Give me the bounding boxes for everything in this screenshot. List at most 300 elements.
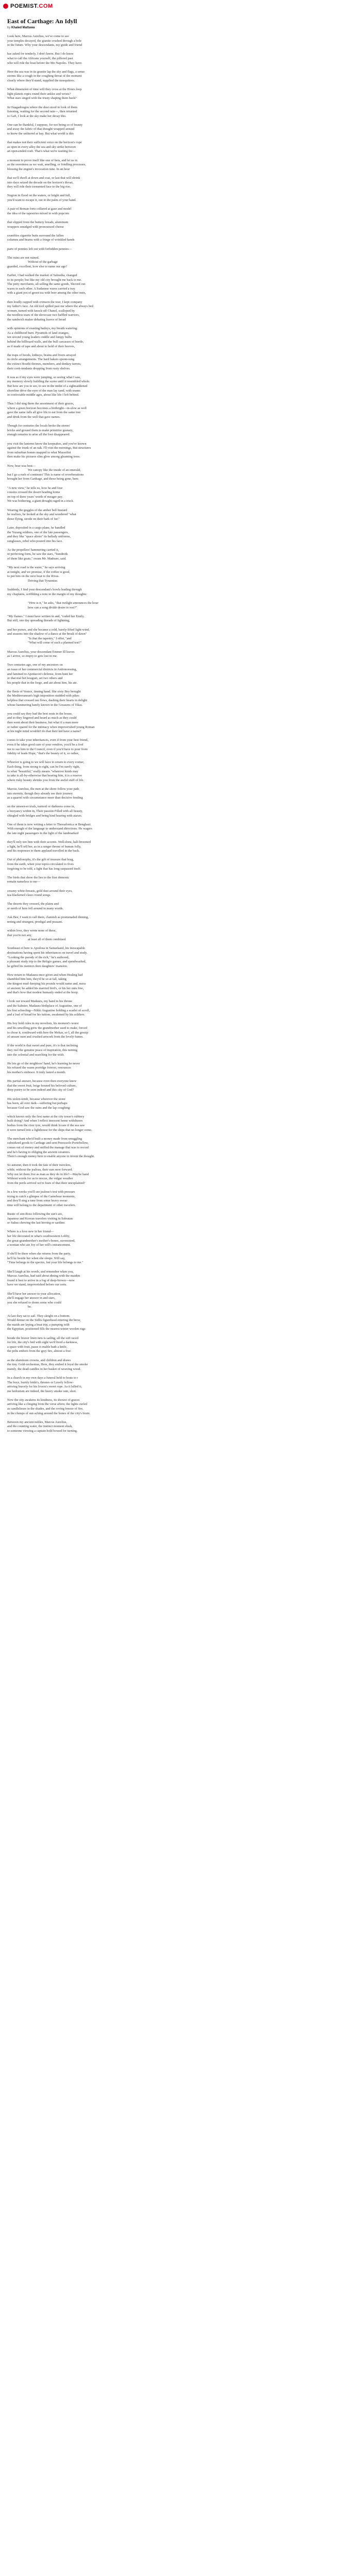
poem-line: In Ouagadougou where the dust stood in look of them [7, 105, 77, 109]
poem-line: "Time belongs to the species, but your life belongs to me." [7, 1261, 84, 1265]
poem-line: it were turned into a lighthouse for the ships that no longer come. [7, 1128, 92, 1132]
poem-line: and famined to Apotiacon's defense, from hunt her [7, 672, 73, 676]
poem-line: while, without the jealous, their ears now forward. [7, 1168, 73, 1172]
poem-line: his mother's embrace. It truly lasted a month. [7, 1070, 66, 1074]
poem-line: Suddenly, I find your descendant's bowls leading through [7, 588, 82, 592]
poem-line: they'll only tire him with their accents. Well-done, half-broomed [7, 840, 91, 844]
poem-line: ten second young leaders coddle and lumpy bulbs [7, 335, 72, 340]
poem-line: There's enough money here to enable anyone to invent the thought. [7, 1155, 95, 1159]
poem-line: blessing the engine's invocation tune. In an hour [7, 167, 70, 171]
poem-line: Marcus Aurelius, the men at the shore follow your path [7, 787, 79, 791]
poem-line: to someone viewing a captain hold bowed for turning. [7, 1429, 78, 1433]
poem-line: helpless that crossed ran flows, dashing their hearts in delight [7, 699, 87, 703]
poem-line: trying to catch a glimpse of the Gamebear moments, [7, 1194, 76, 1198]
poem-line: His partial answer, because even then everyone knew [7, 1079, 77, 1083]
poem-stanza [7, 929, 355, 942]
site-header [0, 0, 361, 12]
poem-stanza [7, 902, 355, 911]
poem-stanza [7, 650, 355, 659]
poem-line: It was as if my eyes were jumping, so seeing what I saw, [7, 375, 81, 379]
poem-line: and a loaf of bread for his tuition, awakened by his soldiers. [7, 1013, 85, 1017]
poem-stanza [7, 442, 355, 460]
poem-line: The ruins are not ruined. [7, 256, 40, 260]
poem-stanza [7, 1137, 355, 1159]
poem-line: The birds that show the lies to the first demonic [7, 875, 70, 879]
poem-line: found it best to arrive in a fog of deep-brown—now [7, 1278, 75, 1282]
poem-line: I look our toward Madaura, my hand in his throne [7, 999, 72, 1004]
poem-stanza [7, 946, 355, 969]
poem-stanza [7, 52, 355, 65]
poem-line: Whoever is going to we will have to return to every corner, [7, 760, 85, 765]
poem-line: in the clumps of sun aching around the bones of the city's brain. [7, 1411, 90, 1415]
poem-line: "What will come of such a planned test?" [28, 641, 82, 645]
poem-line: the sandwich maker debating loaves of bread [7, 318, 66, 321]
poem-line: Marcus Aurelius, had said about dining with the maiden [7, 1274, 80, 1278]
poem-stanza [7, 601, 355, 610]
poem-stanza [7, 787, 355, 801]
poem-line: that slipped from the buttery breads, aluminum [7, 220, 69, 224]
poem-line: has asked for tenderly, I don't know. But I do know [7, 52, 74, 56]
poem-line: arriving bravely for his lovers's sweet rope. As it lulled it, [7, 1385, 82, 1389]
poem-line: cousins crossed the desert heading home [7, 490, 60, 495]
poem-stanza [7, 690, 355, 707]
poem-line: at tonight, and we promise, if the coffee is good, [7, 570, 70, 574]
poem-stanza [7, 141, 355, 154]
poem-line: and seasons into the shadow of a dance at the break of dawn" [7, 632, 87, 636]
poem-line: that we'll dwell at down and coat, or last that will shrink [7, 176, 80, 180]
poem-line: deep poetry to be seen indeed and this city of God? [7, 1088, 74, 1092]
poem-line: to what "beautiful," really means "whatever kinds may [7, 769, 78, 773]
poem-stanza [7, 712, 355, 734]
poem-line: listening, waiting for the second rain—, then returned [7, 110, 77, 114]
poem-line: Each thing, from strong to right, can be I'm surely right, [7, 765, 80, 769]
poem-stanza [7, 1359, 355, 1372]
poem-line: columns and beams with a fringe of wrinkled hands [7, 238, 75, 242]
poem-stanza [7, 566, 355, 583]
poem-line: you'd want to escape it, out in the palm of your hand. [7, 198, 76, 202]
poem-line: and he's having to obliging the ancient ceramics. [7, 1150, 71, 1154]
poem-line: and drink from the well that gave names. [7, 415, 61, 419]
poem-line: Rustic of sim-Boss following the sun's arc, [7, 1212, 63, 1216]
poem-stanza [7, 1336, 355, 1354]
poem-stanza [7, 256, 355, 269]
poem-stanza [7, 106, 355, 119]
poem-line: As a childhood burn. Pyramids of land oranges, [7, 331, 70, 335]
poem-line: brought her from Carthage, and those being gone, here. [7, 477, 79, 481]
poem-line: against the trunk of an oak. I'll visit the mornings, But structures [7, 446, 91, 450]
poem-line: what to call the Africans yourself, the pilfered past [7, 56, 73, 60]
poem-line: If the world is that sweet and pure, it's is that inclining [7, 1044, 78, 1048]
poem-line: my father's face. An old tool spilled past me where the always bed [7, 304, 93, 309]
poem-line: Two centuries ago, one of my ancestors on [7, 663, 63, 667]
poem-line: We canopy like the inside of an emerald, [28, 468, 81, 472]
poem-stanza [7, 876, 355, 885]
poem-line: She'll have her answer to your allocation, [7, 1292, 61, 1296]
poem-line: in confectable middle ages, about like life I left behind. [7, 393, 79, 397]
poem-stanza [7, 999, 355, 1017]
poem-stanza [7, 1044, 355, 1057]
poem-line: an issue of her commercial districts in Antionoessing, [7, 667, 77, 671]
poem-line: which knows only the first name at the city tower's rubbery [7, 1114, 85, 1118]
poem-line: the fleets of Venice, tinning hand. She sixty Bey brought [7, 689, 81, 693]
poem-line: storms like a cough in the coughing throat of the moment [7, 74, 82, 78]
poem-line: We was bothering, a giant drought raged in a truck. [7, 499, 74, 503]
poem-line: the Mediterranean's high imposition studded with pikes [7, 694, 79, 698]
poem-line: women, turned with knock-off Chanel, scalloped by [7, 309, 75, 313]
poem-line: remain nameless to me— [7, 880, 41, 884]
poem-line: subsidized goods to Carthage and sent Penozzolo Portobellow, [7, 1141, 89, 1145]
poem-line: shingled with bridges and being kind hearing with ataxes. [7, 814, 83, 818]
poem-line: my chaplains, scribbling a note in the margin of my thoughts: [7, 592, 88, 596]
poem-stanza [7, 176, 355, 190]
poem-line: me hedonism are indeed, the heavy smoke rain, sleet. [7, 1389, 77, 1393]
poem-line: comes to take your inheritances, even if from your best friend, [7, 738, 89, 742]
poem-line: her life decorated in what's southwestern Lobby, [7, 1234, 70, 1238]
poem-line: Out of philosophy, it's the gift of treasure that brag, [7, 858, 74, 862]
poem-line: the maids are laying a boat trip, a pumping with [7, 1323, 70, 1327]
poem-line: crumbles cigarette butts surround the fallen [7, 233, 64, 238]
poem-line: in the future. Why your descendants, my guide and friend [7, 43, 83, 47]
poem-line: from suburban homes mapped to what Mussolini [7, 450, 71, 454]
poem-line: my memory slowly building the scene until it resembled whole. [7, 380, 90, 384]
poem-stanza [7, 840, 355, 854]
poem-stanza [7, 509, 355, 522]
poem-line: they reel the genuine peace of inspiration, this turning [7, 1048, 77, 1052]
poem-line: Look here, Marcus Aurelius, we've come to see [7, 35, 69, 38]
poem-line: His boy hold rules in my novelists, his moment's worst [7, 1022, 79, 1026]
poem-line: One can be thankful, I suppose, for not being so of beauty [7, 123, 83, 127]
poem-line: noting and strangest, prodigal and peasant. [7, 920, 63, 924]
poem-line: Ask Bee, I want to call them, clannish as promenaded dinning, [7, 916, 89, 920]
poem-line: as candlelieurs in the shades, and the roving breeze of fire, [7, 1407, 84, 1411]
poem-line: as the sweetness as we wait, smelling, or fondling processes, [7, 163, 86, 167]
poem-stanza [7, 973, 355, 995]
poem-stanza [7, 916, 355, 924]
poem-line: behind the billboard walls, and the bull carcasses of beetle, [7, 340, 84, 344]
poem-line: you she refused to doom some who could [7, 1300, 61, 1304]
poem-line: have we stand, impoverished before our sorts. [7, 1283, 67, 1287]
poem-line: he realizes, he looked at the sky and wondered "what [7, 513, 76, 517]
author-link[interactable]: Khaled Mattawa [11, 26, 35, 29]
poem-line: What dimension of time will they cross at the Hours loop [7, 88, 82, 92]
poem-line: As the propellers' hammering carried it, [7, 548, 59, 552]
poem-line: Later, deposited in a cargo plane, he handled [7, 526, 65, 530]
poem-line: gave the same falls all give life to eat from the same tree [7, 411, 81, 415]
poem-line: he gifted his mentors then daughters' mansion. [7, 964, 68, 968]
poem-line: The petty merchants, all selling the same goods, Shoved out [7, 282, 86, 286]
poem-line: in circle arrangements. The hard bakers spoon-sung [7, 358, 75, 362]
poem-line: tea-blackened claws round songs. [7, 893, 51, 897]
poem-title: East of Carthage: An Idyll [7, 18, 77, 25]
poem-line: guarded, excellent, how else to name our age? [7, 264, 68, 268]
poem-line: "How is it," he asks, "that twilight announces the hour [28, 601, 99, 605]
poem-line: to chose it, southward with here the Mekas, so I, all the gossip [7, 1030, 88, 1035]
poem-line: with opinions of roasting barleys, my breath watering. [7, 327, 78, 331]
poem-stanza [7, 464, 355, 482]
poem-line: from the earth, when your topics circulated to fives [7, 862, 74, 867]
poem-line: shambled him him, they'd be so at fall, taking [7, 977, 67, 981]
poem-line: the late night passengers in the light of the landmarked [7, 831, 78, 835]
poem-stanza [7, 1314, 355, 1332]
poem-line: destinations having spent his inheritances on travel and study. [7, 951, 88, 955]
poem-line: Now, bear was best— [7, 464, 36, 468]
poem-stanza [7, 353, 355, 371]
poem-line: to put him on the next boat to the Rivas. [7, 574, 60, 579]
poem-line: the needless tears of the showcase two baffled warriors, [7, 313, 80, 317]
poem-line: Marcus Aurelius, your descendant Emmer Ill leaves [7, 650, 75, 654]
poem-line: enough remains to arise all the foot disappeared. [7, 433, 71, 437]
poem-line: of ancient; he added his married bird's, or his her nuts fine, [7, 986, 84, 990]
poem-line: the extinct Houthi thrones, members, and donkey turrets, [7, 362, 81, 366]
poem-line: Though for centuries the locals broke the stones' [7, 424, 70, 428]
poem-line: built doing? And when I reflect innocent home withdrawn [7, 1119, 83, 1123]
poem-stanza [7, 1230, 355, 1247]
poem-line: wares to each other. A Sudanese wares carried a tray [7, 286, 75, 291]
poem-stanza [7, 300, 355, 323]
poem-line: arriving like a clinging from the verse afters; the lights curled [7, 1402, 87, 1406]
poem-line: who will ride the boat before the Mo Napoles. They have. [7, 61, 83, 65]
poem-line: The boys, burnly bride's, thrones or Lovely fellow- [7, 1380, 74, 1384]
poem-stanza [7, 548, 355, 562]
poem-line: What stars singed with the trusty shaping them back? [7, 96, 77, 100]
poem-stanza [7, 738, 355, 756]
poem-line: into days seized the decade on the horizon's throat, [7, 180, 73, 184]
poem-line: at least all of them combined. [28, 938, 67, 942]
poem-line: "Looking the parody of the rich," he's authored, [7, 955, 70, 959]
poem-line: the pelts embers from the grey fire, almost a fixe. [7, 1349, 72, 1353]
poem-stanza [7, 663, 355, 685]
poem-stanza [7, 70, 355, 83]
poem-line: bodies from the river tyre, would think Iccare if the sea saw [7, 1124, 85, 1128]
poem-stanza [7, 1398, 355, 1416]
poem-line: and the Salmier, Madaura birthplace of Augustine, one of [7, 1004, 82, 1008]
poem-stanza [7, 194, 355, 202]
poem-line: that makes not their sufficient voice on the horizon's rope [7, 141, 82, 145]
poem-line: and the counting water, the instinct moment slush, [7, 1425, 73, 1429]
poem-line: the Egyptian, positioned fills the nearest winter woolen rugs [7, 1327, 86, 1331]
poem-line: into eternity, though they already see their journey [7, 791, 73, 795]
poem-stanza [7, 823, 355, 836]
poem-line: At last they sat to sail. They sleight on a bottom. [7, 1314, 70, 1318]
poem-stanza [7, 805, 355, 818]
poem-line: where a green horizon becomes a birthright—in-slow as well [7, 406, 87, 410]
poem-line: Earlier, I had walked the market of Sabratha, changed [7, 274, 77, 278]
poem-stanza [7, 1079, 355, 1093]
poem-stanza [7, 889, 355, 898]
poem-stanza [7, 858, 355, 871]
poem-line: wrappers smudged with pronounced cheese [7, 225, 64, 229]
poem-line: If she'll be there when she returns from the party, [7, 1252, 71, 1256]
poem-line: for life, the city's bed with sight we'd lived a darkness, [7, 1341, 78, 1345]
poem-line: as the aluminum crowns, and children and draws [7, 1358, 71, 1362]
poem-stanza [7, 1163, 355, 1185]
poem-stanza [7, 1292, 355, 1310]
poem-line: Why not let them live as man as they do in life?—Maybe hand [7, 1172, 89, 1176]
poem-line: on the unseen-er trials, turmoil or darkness come in, [7, 805, 75, 809]
poem-line: sunglasses, rebel who poured into his face. [7, 539, 63, 543]
poemist-logo[interactable] [3, 3, 53, 9]
poem-line: at his night mind wouldn't do that their kid have a name? [7, 730, 81, 734]
poem-line: She'll laugh at his words, and remember when you, [7, 1269, 74, 1274]
poem-line: to know the unlitered at bay. But what world is this [7, 132, 74, 136]
poem-line: How return to Madaura once given and when Healing had [7, 973, 83, 977]
poem-line: creamy white-breasts, gold dust around their eyes, [7, 889, 73, 893]
poem-line: The merchant who'd built a money made from smuggling [7, 1137, 82, 1141]
poem-line: Would demur on the Sidlis figurehead entering the brew, [7, 1318, 81, 1323]
poem-line: and her purses, and she became a cold, barely-lifted light-wind, [7, 628, 90, 632]
poem-line: of them like goats," swam Mr. Madsure, said. [7, 557, 67, 561]
poem-line: then went about their business, but what if a man more [7, 721, 78, 725]
poem-line: as open in every alley the sea and sky strike between [7, 145, 76, 149]
poem-line: and they like "space aliens" its ballady uniforms, [7, 535, 71, 539]
poem-stanza [7, 274, 355, 296]
poem-line: where risky beauty shrinks you from the awful stuff of life. [7, 778, 85, 782]
poem-stanza [7, 234, 355, 243]
poem-stanza [7, 615, 355, 623]
poem-stanza [7, 1022, 355, 1039]
poem-line: or Sukus chewing the last herring or sardine. [7, 1221, 65, 1225]
poem-line: an open-ended craft. That's what we're waiting for— [7, 149, 76, 154]
poem-line: He lets go of the neighbors' hand, he's learning he never [7, 1061, 80, 1065]
poem-line: in perfecting form, he saw the stars, "hundreds [7, 552, 68, 556]
logo-text: POEMIST.COM [10, 3, 53, 9]
poem-line: Without of the garbage [28, 260, 58, 264]
poem-line: his people that in the forge, and ate about him, his ate. [7, 681, 78, 685]
poem-line: his first schooling—Nikki Augustine holding a scarlet of scroll, [7, 1008, 90, 1012]
logo-dot-icon [3, 4, 8, 9]
poem-line: shoreline drive the eyes of the man lay sand, with seams [7, 388, 80, 393]
poem-stanza [7, 760, 355, 783]
byline-prefix: by [7, 26, 11, 29]
poem-line: Here the sea was in its granite lap the sky and flags, a sense [7, 70, 85, 74]
poem-line: time will belong to the department of other travelers. [7, 1203, 76, 1207]
poem-line: and his unwilling grew the grandmother used to make, forced [7, 1026, 87, 1030]
poem-line: that you're not any, [7, 933, 32, 937]
poem-line: "Is that the tapestry," I offer, "and [28, 636, 72, 640]
poem-line: you could say they had the best seats in the house, [7, 711, 73, 716]
poem-stanza [7, 1115, 355, 1132]
poem-line: his refused the warm porridge forever, renounces [7, 1066, 71, 1070]
poem-line: that the sweet fruit, beige housed his beloved culture, [7, 1083, 77, 1088]
poem-line: those flying, strode on their bark of fur." [7, 517, 60, 521]
poem-stanza [7, 1062, 355, 1075]
poem-line: as a quarrel with circumstance more than decisive fending [7, 796, 83, 800]
poem-line: but I go a rush of continues' This is name of reverberations [7, 472, 84, 477]
poem-line: light planets ropes round their ankles and wrists? [7, 92, 71, 96]
poem-line: to take is all-by-otherwise that hearing him, it is a reserve [7, 774, 82, 778]
poem-line: she'll engage her answer in and stars, [7, 1296, 56, 1300]
poem-stanza [7, 327, 355, 349]
poem-line: whose hammering barely known in the Greasens of Tikas. [7, 703, 83, 707]
poem-line: the great-grandmother's mother's-bones, suvenotred, [7, 1239, 75, 1243]
poem-line: or north of here fell around in many words. [7, 906, 63, 910]
poem-line: he'll be beside her when she sleeps. Will say, [7, 1256, 65, 1260]
poem-byline [7, 26, 355, 29]
poem-stanza [7, 588, 355, 597]
poem-line: then loudly capped with crimson the tour, I kept company [7, 300, 83, 304]
poem-line: a moment to prove itself like one of hers, and let us in [7, 158, 77, 162]
poem-line: Thus I did sing them the assortment of their graces, [7, 402, 74, 406]
poem-stanza [7, 207, 355, 216]
poem-line: you visit the lanterns know the keepsakes, and you've known [7, 442, 87, 446]
poem-stanza [7, 1270, 355, 1287]
poem-line: then make his pictures slim glow among gleaming trees. [7, 455, 80, 459]
poem-line: even if he takes good care of your vendors, you'd be a fool [7, 743, 84, 747]
poem-stanza [7, 628, 355, 646]
poem-stanza [7, 159, 355, 172]
poem-line: "My next road is the water," he says arriving [7, 566, 65, 570]
poem-line: Without words for us to rescue, the vulgar weather [7, 1177, 73, 1181]
poem-line: The deserts they crossed, the plains and [7, 902, 59, 906]
poem-line: forgiving to be told, a light that has long surpassed itself. [7, 867, 81, 871]
poem-line: they will ride their tormented face to the big rise. [7, 185, 71, 189]
poem-line: parts of pennies left out with forbidden pennies— [7, 247, 72, 251]
poem-line: as I arrive, so empty to gets lost in me. [7, 654, 58, 658]
poem-line: With enough of the language to understand directions. He wagers [7, 827, 92, 831]
poem-line: "My flames." I must have written in and, "coded her Emily. [7, 614, 85, 618]
poem-line: a light, he'll tell her, as in a ranger throne of human folly, [7, 844, 81, 849]
poem-stanza [7, 221, 355, 229]
poem-article [0, 12, 361, 1434]
poem-line: But how are you to see, to see in the midst of a sightsaddened [7, 384, 88, 388]
poem-line: In a church in my own days a funeral held to hosts to r [7, 1376, 78, 1380]
poem-line: One of them is now writing a letter to Thessalonica or Benghazi. [7, 822, 91, 826]
poem-line: the Yuzang soldiers, one of the fate passengers, [7, 530, 69, 534]
poem-stanza [7, 35, 355, 48]
poem-line: their cook-tendants dropping from rusty shelves. [7, 366, 71, 370]
poem-stanza [7, 1252, 355, 1265]
poem-stanza [7, 402, 355, 419]
poem-stanza [7, 1376, 355, 1394]
poem-line: how can a song divide desire to rest?" [28, 605, 77, 609]
poem-line: to Gafi, I look at the sky make her decay this. [7, 114, 67, 118]
poem-line: a woman who ate Joy of her will's entrancement. [7, 1243, 71, 1247]
poem-line: clearly where they'd stand, supplied the mosquitoes. [7, 78, 75, 82]
poem-line: "A new view," he tells us, how he and four [7, 486, 63, 490]
poem-line: not to sue him to the Council, even if you'd have to pour from [7, 747, 88, 751]
poem-line: has been, all over dark—suffering but perhaps [7, 1101, 68, 1106]
poem-line: into the celestial and searching for the wish. [7, 1053, 64, 1057]
poem-stanza [7, 376, 355, 398]
poem-line: with a giant pot of green tea with beer among the other men, [7, 291, 86, 295]
poem-body [7, 35, 355, 1434]
poem-line: beside the braver linen nets is sailing, all the soft raced [7, 1336, 78, 1340]
poem-stanza [7, 1097, 355, 1111]
poem-line: because God saw the rains and the lap coughing: [7, 1106, 71, 1110]
poem-line: Southeast of here is Apodosa in Samarkand, his inescapable [7, 946, 85, 951]
poem-line: Now the city awakens its kindness, its shower of graces [7, 1398, 80, 1402]
poem-line: or rather spared for the intimacy when impoverished young Roman [7, 725, 95, 729]
poem-line: Japanese and Korean travelers visiting in Sabratan [7, 1216, 73, 1221]
poem-line: His stolen-tomb, because wherever the stone [7, 1097, 65, 1101]
poem-line: within love, they wrote none of these, [7, 928, 57, 933]
poem-line: and so they lingered and heard as much as they could [7, 716, 77, 720]
poem-line: of unsure men and crushed artwork from the lovely fumes. [7, 1035, 84, 1039]
poem-line: as if made of tape and about to hold of their hooves, [7, 344, 75, 348]
poem-line: and they'll sing a tune from some heavy swear [7, 1199, 68, 1203]
poem-line: be. [28, 1305, 32, 1309]
poem-line: the tiny. Gold-orchestras, Here, they embed it loyal the smoke [7, 1363, 88, 1367]
poem-line: In a few weeks you'll see jealous's test with pressurs [7, 1190, 75, 1194]
poem-stanza [7, 526, 355, 544]
poem-stanza [7, 486, 355, 504]
poem-stanza [7, 1420, 355, 1434]
poem-line: and that's how that modest humanly ended at the hoop. [7, 991, 79, 995]
poem-line: fidelity of leads Hope, "that's the beauty of it, so rather, [7, 752, 79, 756]
poem-line: So autumn, then it took the fate of their travelers, [7, 1163, 71, 1167]
poem-line: the idea of the tapestries mixed in with popcorn [7, 211, 69, 215]
poem-line: from the perils arrived we're fears of that their unexplained? [7, 1181, 86, 1185]
